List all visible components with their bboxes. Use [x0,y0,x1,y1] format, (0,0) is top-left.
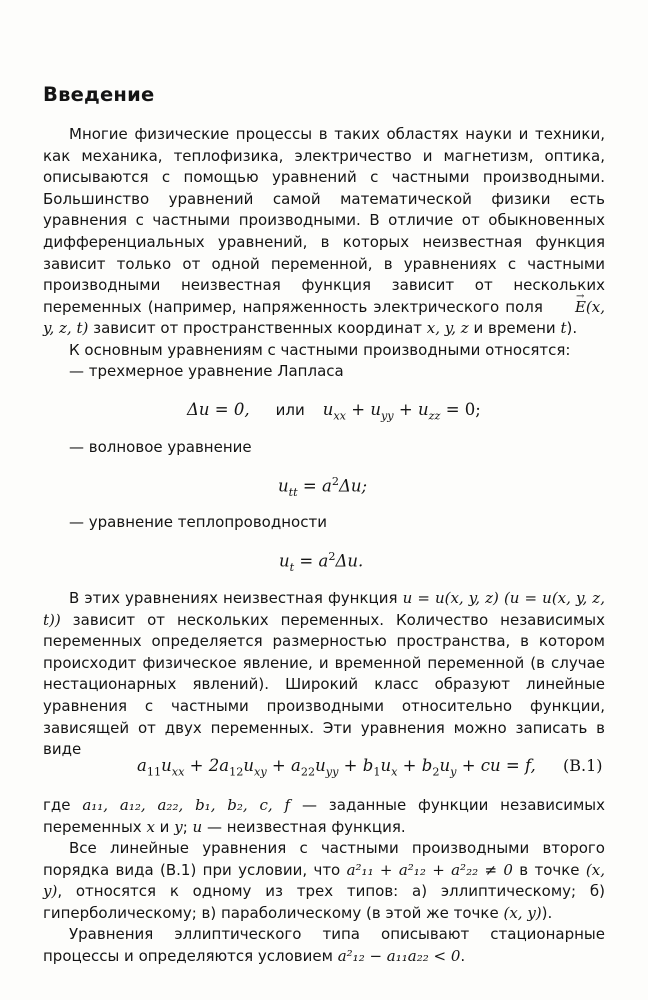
electric-field-symbol: → E [549,297,586,319]
formula-sub: yy [325,765,339,779]
formula-sub: 22 [300,765,316,779]
paragraph-text: ). [566,319,578,338]
paragraph-types [43,838,605,924]
general-linear-formula [137,756,536,778]
formula-sub: 12 [229,765,244,779]
formula-sub: 2 [432,765,440,779]
formula-part: u [439,756,451,775]
inline-math: a₁₁, a₁₂, a₂₂, b₁, b₂, c, f [82,796,291,814]
formula-op: = a [297,476,332,496]
formula-part: u [315,756,326,775]
formula-op: + [346,400,371,419]
paragraph-text: Все линейные уравнения с частными производными второго порядка вида (В.1) при условии, что [43,839,605,879]
paragraph-text: в точке [512,860,586,879]
paragraph-text: . [460,946,466,965]
formula-sub: 11 [146,765,162,779]
inline-math: a²₁₂ − a₁₁a₂₂ < 0 [337,946,461,965]
formula-sub: y [450,765,457,779]
formula-op: = 0; [440,400,481,419]
formula-sub: yy [380,409,394,423]
inline-math: (x, y) [503,903,542,922]
wave-formula [278,475,367,499]
heat-label: — уравнение теплопроводности [69,513,327,531]
formula-sub: t [289,560,295,574]
formula-part: a [137,756,147,775]
paragraph-intro [43,124,605,340]
equation-number: (В.1) [563,756,603,775]
formula-part: u [380,756,392,775]
heat-formula [279,550,363,574]
formula-part: u [322,400,334,419]
inline-math: y [174,817,183,836]
inline-math: a²₁₁ + a²₁₂ + a²₂₂ ≠ 0 [346,860,513,879]
paragraph-elliptic [43,924,605,967]
coordinates: x, y, z [426,319,469,338]
formula-op: + [393,400,418,419]
paragraph-text: В этих уравнениях неизвестная функция [69,589,403,607]
formula-sub: xx [171,765,185,779]
laplace-label: — трехмерное уравнение Лапласа [69,362,344,380]
formula-sub: tt [288,485,298,499]
formula-sup: 2 [331,475,339,488]
inline-math: (x, y) [43,860,605,901]
intro-line: К основным уравнениям с частными производными относятся: [69,341,571,359]
paragraph-text: — неизвестная функция. [202,817,406,836]
inline-math: u = u(x, y, z) [402,589,499,607]
formula-part: + 2a [184,756,230,775]
wave-label: — волновое уравнение [69,438,252,456]
paragraph-text: и времени [468,319,561,338]
formula-part: Δu; [338,476,368,496]
inline-math: (u = u(x, y, z, t)) [43,589,605,629]
paragraph-text: где [43,796,83,814]
paragraph-text: и [154,817,175,836]
paragraph-text: зависит от пространственных координат [88,319,427,338]
paragraph-text: ; [182,817,193,836]
paragraph-text: Многие физические процессы в таких областях науки и техники, как механика, теплофизика, электричество и магнетизм, оптика, описываются с помощью уравнений с частными производными. Большинство уравнений самой математической физики есть уравнения с частными производными. В отличие от обыкновенных дифференциальных уравнений, в которых неизвестная функция зависит только от одной переменной, в уравнениях с частными производными неизвестная функция зависит от нескольких переменных (например, напряженность электрического поля [43,125,605,316]
time-symbol: t [560,319,567,338]
paragraph-text: — заданные функции независимых переменных [43,796,606,836]
formula-sub: xy [254,765,267,779]
formula-part: Δu. [335,551,364,571]
formula-part: u [161,756,172,775]
formula-sub: xx [333,409,346,423]
formula-part: u [278,476,289,496]
formula-part: Δu = 0, [187,400,250,419]
inline-math: u [192,817,203,836]
section-heading: Введение [43,83,155,106]
paragraph-text: , относятся к одному из трех типов: а) эллиптическому; б) гиперболическому; в) параболическому (в этой же точке [43,882,605,922]
formula-sub: zz [428,409,441,423]
formula-part: + cu = f, [456,756,536,775]
formula-or: или [275,401,305,419]
formula-sup: 2 [328,550,336,563]
formula-op: = a [294,551,329,571]
paragraph-text: ). [541,903,553,922]
paragraph-coefficients [43,795,605,838]
formula-part: u [279,551,290,571]
paragraph-text: зависит от нескольких переменных. Количество независимых переменных определяется размерностью пространства, в котором происходит физическое явление, и временной переменной (в случае нестационарных явлений). Широкий класс образуют линейные уравнения с частными производными относительно функции, зависящей от двух переменных. Эти уравнения можно записать в виде [43,610,605,759]
formula-part: + b [338,756,374,775]
inline-math: x [146,817,155,836]
formula-part: + b [397,756,433,775]
field-arguments: (x, y, z, t) [43,297,605,338]
laplace-formula [187,400,481,422]
formula-sub: x [391,765,398,779]
formula-part: u [243,756,254,775]
formula-part: u [370,400,381,419]
formula-sub: 1 [373,765,381,779]
formula-part: u [417,400,429,419]
paragraph-functions [43,588,605,761]
formula-part: + a [266,756,301,775]
paragraph-text: Уравнения эллиптического типа описывают стационарные процессы и определяются условием [43,925,605,965]
